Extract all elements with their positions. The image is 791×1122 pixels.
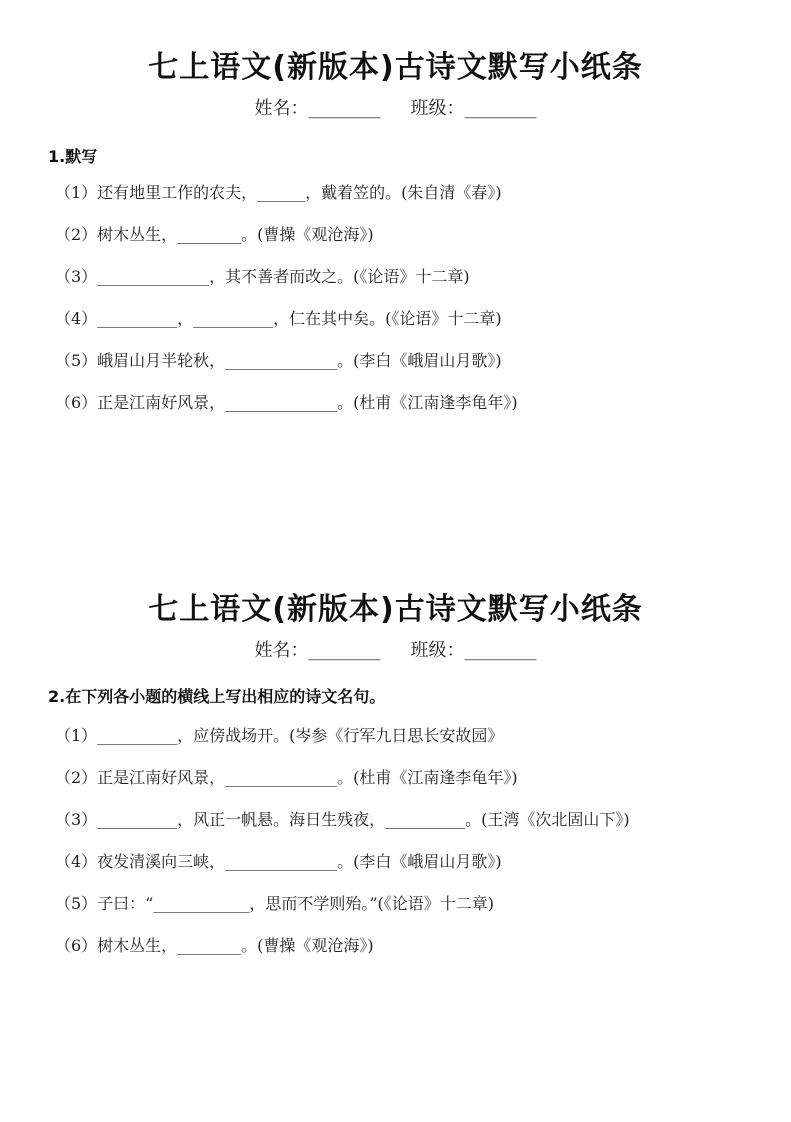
question-list bbox=[55, 725, 630, 977]
question-item: （3）______________，其不善者而改之。(《论语》十二章) bbox=[55, 267, 470, 286]
question-item: （4）__________，__________，仁在其中矣。(《论语》十二章) bbox=[55, 309, 502, 328]
question-item: （2）正是江南好风景，______________。(杜甫《江南逢李龟年》) bbox=[55, 768, 518, 787]
class-field-label: 班级：________ bbox=[410, 98, 537, 119]
question-list bbox=[55, 182, 518, 434]
name-field-label: 姓名：________ bbox=[254, 640, 381, 661]
student-info bbox=[0, 96, 791, 122]
question-item: （1）还有地里工作的农夫，______，戴着笠的。(朱自清《春》) bbox=[55, 183, 502, 202]
page-title: 七上语文(新版本)古诗文默写小纸条 bbox=[148, 592, 643, 627]
question-item: （2）树木丛生，________。(曹操《观沧海》) bbox=[55, 225, 374, 244]
section-heading: 1.默写 bbox=[48, 147, 98, 166]
student-info bbox=[0, 638, 791, 664]
name-field-label: 姓名：________ bbox=[254, 98, 381, 119]
question-item: （1）__________，应傍战场开。(岑参《行军九日思长安故园》 bbox=[55, 726, 504, 745]
question-item: （5）子曰：“____________，思而不学则殆。”(《论语》十二章) bbox=[55, 894, 495, 913]
section-heading: 2.在下列各小题的横线上写出相应的诗文名句。 bbox=[48, 687, 386, 706]
page-title: 七上语文(新版本)古诗文默写小纸条 bbox=[148, 50, 643, 85]
note-sheet-1 bbox=[0, 46, 791, 412]
class-field-label: 班级：________ bbox=[410, 640, 537, 661]
question-item: （3）__________，风正一帆悬。海日生残夜，__________。(王湾《次北固山下》) bbox=[55, 810, 630, 829]
question-item: （5）峨眉山月半轮秋，______________。(李白《峨眉山月歌》) bbox=[55, 351, 502, 370]
note-sheet-2 bbox=[0, 588, 791, 955]
question-item: （6）正是江南好风景，______________。(杜甫《江南逢李龟年》) bbox=[55, 393, 518, 412]
question-item: （6）树木丛生，________。(曹操《观沧海》) bbox=[55, 936, 374, 955]
question-item: （4）夜发清溪向三峡，______________。(李白《峨眉山月歌》) bbox=[55, 852, 502, 871]
